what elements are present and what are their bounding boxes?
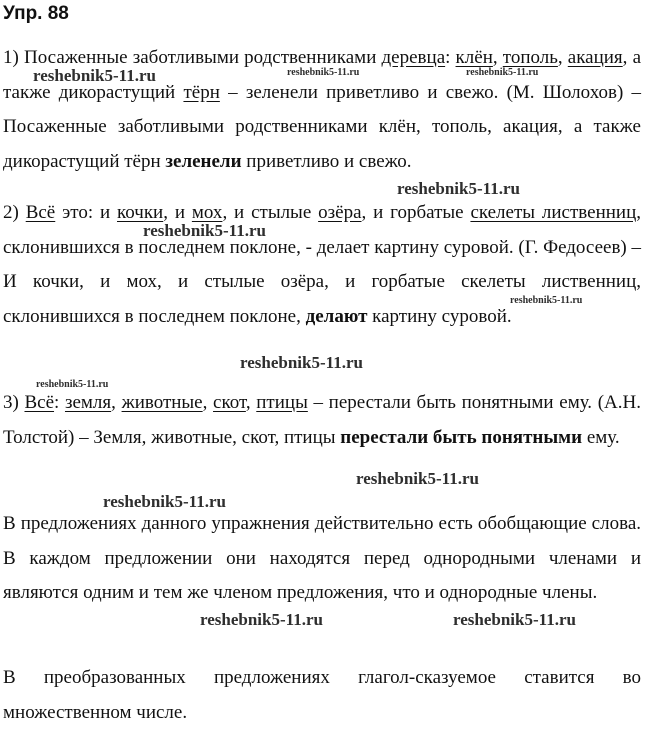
paragraph-2	[3, 196, 641, 334]
p1-text-f: – зеленели приветливо и свежо. (М. Шолохов) – Посаженные заботливыми родственниками клён, тополь, акация, а также дикорастущий тёрн	[3, 81, 641, 172]
p1-homogeneous-4: тёрн	[183, 81, 220, 103]
paragraph-1	[3, 41, 641, 179]
p3-text-g: ему.	[582, 426, 620, 448]
p1-text-e: , а также дикорастущий	[3, 47, 641, 103]
p2-generalizing-word: Всё	[25, 202, 56, 223]
p3-text-b: :	[54, 392, 65, 413]
p2-text-a: 2)	[3, 202, 26, 223]
p2-predicate: делают	[305, 305, 368, 327]
p1-text-b: :	[445, 47, 456, 68]
p2-text-f: , склонившихся в последнем поклоне, - делает картину суровой. (Г. Федосеев) – И кочки, и мох, и стылые озёра, и горбатые скелеты лиственниц, склонившихся в последнем поклоне,	[3, 202, 642, 327]
p3-text-d: ,	[202, 392, 214, 413]
p2-text-e: , и горбатые	[361, 202, 471, 223]
p1-homogeneous-3: акация	[567, 47, 623, 68]
p3-homogeneous-1: земля	[64, 392, 112, 413]
p3-generalizing-word: Всё	[24, 392, 55, 413]
p3-text-c: ,	[111, 392, 122, 413]
p2-homogeneous-3: озёра	[318, 202, 362, 223]
exercise-title: Упр. 88	[3, 3, 69, 24]
p3-text-a: 3)	[3, 392, 25, 413]
p1-homogeneous-2: тополь	[502, 47, 558, 68]
p2-homogeneous-2: мох	[191, 202, 223, 223]
p3-predicate: перестали быть понятными	[340, 426, 583, 448]
watermark: reshebnik5-11.ru	[466, 67, 539, 78]
p3-text-f: – перестали быть понятными ему. (А.Н. Толстой) – Земля, животные, скот, птицы	[3, 392, 641, 448]
p2-text-d: , и стылые	[222, 202, 319, 223]
p3-homogeneous-3: скот	[213, 392, 246, 413]
watermark: reshebnik5-11.ru	[510, 295, 583, 306]
watermark: reshebnik5-11.ru	[397, 179, 520, 198]
watermark: reshebnik5-11.ru	[200, 610, 323, 629]
watermark: reshebnik5-11.ru	[356, 469, 479, 488]
watermark: reshebnik5-11.ru	[240, 353, 363, 372]
p2-homogeneous-1: кочки	[117, 202, 164, 223]
p2-text-b: это: и	[55, 202, 117, 223]
paragraph-3	[3, 386, 641, 455]
p1-text-c: ,	[492, 47, 503, 68]
watermark: reshebnik5-11.ru	[453, 610, 576, 629]
conclusion-paragraph: В преобразованных предложениях глагол-сказуемое ставится во множественном числе.	[3, 667, 641, 723]
p2-homogeneous-4: скелеты лиственниц	[470, 202, 637, 223]
p1-generalizing-word: деревца	[381, 47, 446, 68]
explanation-paragraph: В предложениях данного упражнения действительно есть обобщающие слова. В каждом предложении они находятся перед однородными членами и являются одним и тем же членом предложения, что и однородные члены.	[3, 513, 641, 603]
watermark: reshebnik5-11.ru	[287, 67, 360, 78]
p1-text-a: 1) Посаженные заботливыми родственниками	[3, 47, 382, 68]
p3-homogeneous-4: птицы	[256, 392, 308, 413]
p1-text-d: ,	[557, 47, 568, 68]
p3-homogeneous-2: животные	[121, 392, 203, 413]
watermark: reshebnik5-11.ru	[36, 379, 109, 390]
p1-predicate: зеленели	[165, 150, 242, 172]
p2-text-c: , и	[163, 202, 192, 223]
p1-text-g: приветливо и свежо.	[241, 150, 412, 172]
p2-text-g: картину суровой.	[367, 305, 512, 327]
p1-homogeneous-1: клён	[455, 47, 493, 68]
watermark: reshebnik5-11.ru	[33, 66, 156, 85]
watermark: reshebnik5-11.ru	[143, 221, 266, 240]
watermark: reshebnik5-11.ru	[103, 492, 226, 511]
p3-text-e: ,	[245, 392, 257, 413]
